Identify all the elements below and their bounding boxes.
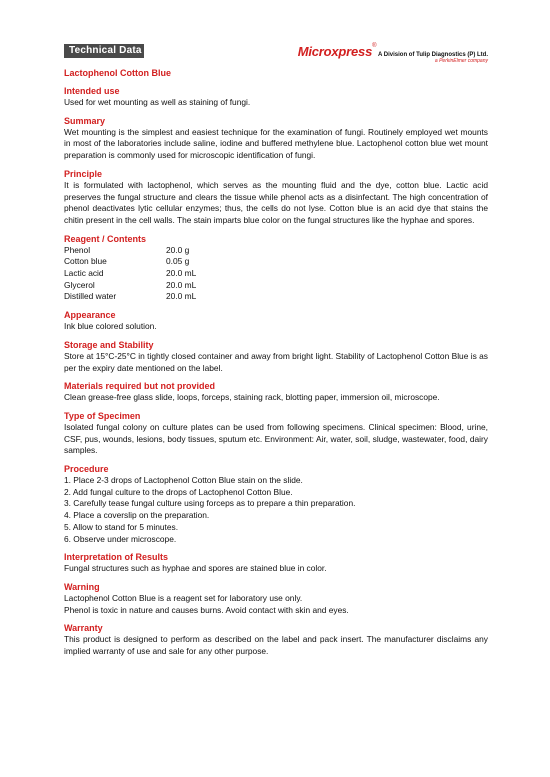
section-storage (64, 339, 488, 374)
reagent-row (64, 291, 488, 303)
reagent-name: Cotton blue (64, 256, 107, 267)
warning-line: Lactophenol Cotton Blue is a reagent set for laboratory use only. (64, 592, 303, 603)
section-text: Clean grease-free glass slide, loops, forceps, staining rack, blotting paper, immersion oil, microscope. (64, 392, 440, 403)
reagent-amount: 20.0 g (166, 244, 190, 255)
section-heading: Principle (64, 168, 103, 179)
section-intended-use (64, 85, 488, 109)
brand-subline: a PerkinElmer company (434, 58, 488, 64)
reagent-amount: 0.05 g (166, 256, 190, 267)
section-appearance (64, 309, 488, 333)
section-heading: Type of Specimen (64, 410, 141, 421)
reagent-name: Distilled water (64, 291, 117, 302)
procedure-step: 4. Place a coverslip on the preparation. (64, 510, 210, 521)
reagent-amount: 20.0 mL (166, 291, 197, 302)
warning-line: Phenol is toxic in nature and causes burns. Avoid contact with skin and eyes. (64, 604, 349, 615)
section-summary (64, 115, 488, 162)
brand-logo: Microxpress (297, 44, 373, 59)
section-heading: Warning (64, 581, 100, 592)
reagent-row (64, 256, 488, 268)
page-header (64, 44, 488, 64)
section-heading: Reagent / Contents (64, 233, 147, 244)
section-heading: Storage and Stability (64, 339, 154, 350)
procedure-step: 1. Place 2-3 drops of Lactophenol Cotton Blue stain on the slide. (64, 475, 303, 486)
procedure-step: 5. Allow to stand for 5 minutes. (64, 521, 179, 532)
registered-mark: ® (372, 43, 377, 49)
section-text: Fungal structures such as hyphae and spores are stained blue in color. (64, 563, 327, 574)
section-warranty (64, 622, 488, 657)
section-specimen (64, 410, 488, 457)
procedure-step: 6. Observe under microscope. (64, 533, 177, 544)
section-text: Used for wet mounting as well as staining of fungi. (64, 97, 251, 107)
section-text: Store at 15°C-25°C in tightly closed container and away from bright light. Stability of Lactophenol Cotton Blue is as per the expiry date mentioned on the label. (64, 350, 488, 373)
section-heading: Materials required but not provided (64, 381, 216, 392)
document-title: Lactophenol Cotton Blue (64, 68, 171, 78)
section-heading: Warranty (64, 623, 103, 634)
section-text: It is formulated with lactophenol, which serves as the mounting fluid and the dye, cotton blue. Lactic acid preserves the fungal structure and clears the tissue while phenol acts as a disinfectant. The high concentration of phenol deactivates lytic cellular enzymes; thus, the cells do not lyse. Cotton blue is an acid dye that stains the chitin present in the cell walls. The stain imparts blue color on the fungal structures like the hyphae and spores. (64, 179, 488, 225)
section-text: Wet mounting is the simplest and easiest technique for the examination of fungi. Routinely employed wet mounts in most of the laboratories include saline, iodine and buffered methylene blue. Lactophenol cotton blue wet mount preparation is commonly used for microscopic identification of fungi. (64, 126, 488, 161)
section-heading: Summary (64, 115, 106, 126)
section-text: Isolated fungal colony on culture plates can be used from following specimens. Clinical specimen: Blood, urine, CSF, pus, wounds, lesions, body tissues, sputum etc. Environment: Air, water, soil, sludge, wastewater, food, dairy samples. (64, 421, 488, 456)
reagent-amount: 20.0 mL (166, 279, 197, 290)
section-heading: Interpretation of Results (64, 552, 169, 563)
reagent-row (64, 245, 488, 257)
reagent-name: Glycerol (64, 279, 95, 290)
section-procedure (64, 463, 488, 545)
document-body (64, 67, 488, 664)
procedure-step: 2. Add fungal culture to the drops of Lactophenol Cotton Blue. (64, 486, 293, 497)
brand-division: A Division of Tulip Diagnostics (P) Ltd. (376, 52, 488, 58)
section-interpretation (64, 551, 488, 575)
section-materials (64, 380, 488, 404)
section-reagent-contents (64, 233, 488, 304)
reagent-amount: 20.0 mL (166, 268, 197, 279)
reagent-row (64, 268, 488, 280)
procedure-step: 3. Carefully tease fungal culture using forceps as to prepare a thin preparation. (64, 498, 356, 509)
section-principle (64, 168, 488, 227)
section-heading: Procedure (64, 464, 109, 475)
section-heading: Appearance (64, 310, 116, 321)
reagent-name: Lactic acid (64, 268, 104, 279)
reagent-row (64, 280, 488, 292)
section-text: This product is designed to perform as described on the label and pack insert. The manufacturer disclaims any implied warranty of use and sale for any other purpose. (64, 634, 488, 657)
reagent-name: Phenol (64, 244, 91, 255)
section-text: Ink blue colored solution. (64, 321, 157, 332)
reagent-table (64, 245, 488, 304)
section-warning (64, 581, 488, 616)
section-heading: Intended use (64, 86, 120, 96)
technical-data-badge: Technical Data (64, 44, 144, 58)
